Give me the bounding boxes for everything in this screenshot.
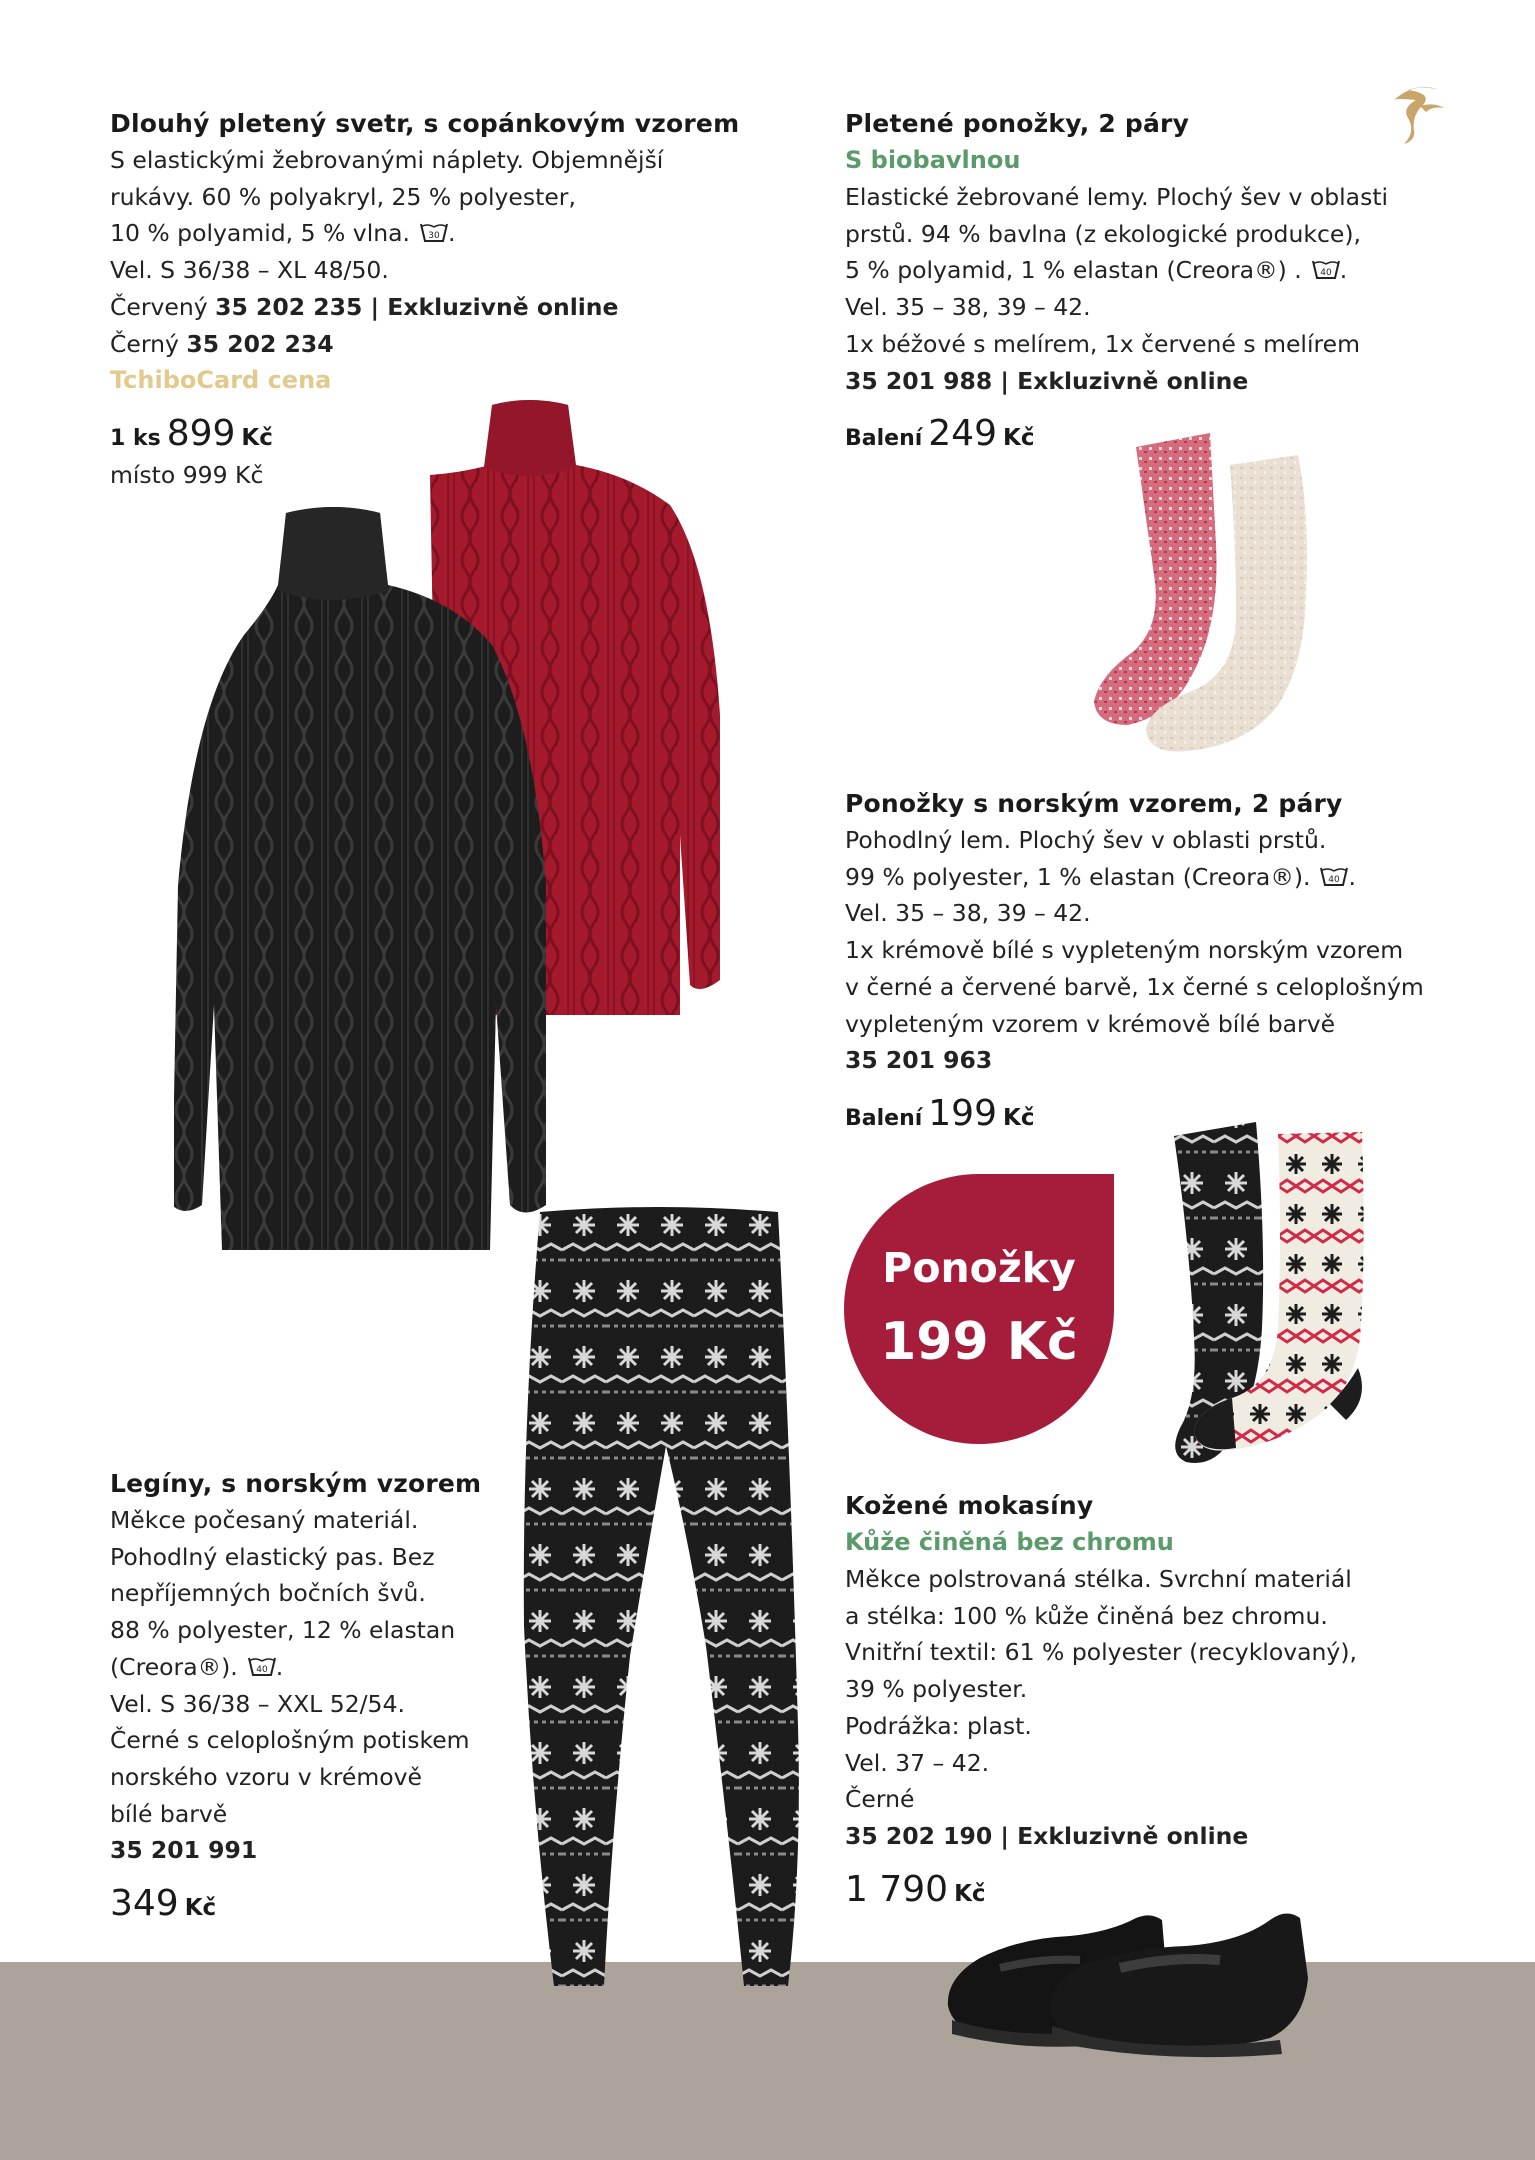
leggings-title: Legíny, s norským vzorem <box>110 1469 482 1498</box>
loafers-color: Černé <box>845 1785 915 1814</box>
brand-logo <box>1386 78 1452 150</box>
nordic-socks-block <box>845 785 1424 1145</box>
price-value: 349 <box>110 1883 179 1925</box>
price-value: 899 <box>166 413 236 455</box>
sweater-old-price: místo 999 Kč <box>110 461 264 490</box>
nordic-socks-title: Ponožky s norským vzorem, 2 páry <box>845 789 1343 818</box>
red-label: Červený <box>110 292 216 321</box>
nordic-socks-sizes: Vel. 35 – 38, 39 – 42. <box>845 899 1091 928</box>
sweater-title: Dlouhý pletený svetr, s copánkovým vzorem <box>110 109 740 138</box>
loafers-block <box>845 1487 1357 1921</box>
leggings-code: 35 201 991 <box>110 1836 258 1865</box>
red-code: 35 202 235 | Exkluzivně online <box>215 292 619 321</box>
price-value: 199 <box>928 1092 997 1134</box>
leggings-desc-1: Měkce počesaný materiál. <box>110 1506 419 1534</box>
loafers-sizes: Vel. 37 – 42. <box>845 1748 990 1777</box>
loafers-desc-3: Vnitřní textil: 61 % polyester (recyklovaný), <box>845 1638 1357 1667</box>
nordic-socks-desc-6: vypleteným vzorem v krémově bílé barvě <box>845 1009 1336 1038</box>
leggings-price <box>110 1879 481 1935</box>
loafers-title: Kožené mokasíny <box>845 1491 1094 1520</box>
leggings-block <box>110 1465 481 1935</box>
wash-icon <box>420 221 448 243</box>
nordic-socks-code: 35 201 963 <box>845 1046 993 1075</box>
leggings-creora: (Creora®). <box>110 1652 238 1681</box>
wash-temp: 30 <box>428 231 440 242</box>
loafers-desc-2: a stélka: 100 % kůže činěná bez chromu. <box>845 1601 1328 1630</box>
wash-icon <box>1320 865 1348 887</box>
price-badge <box>844 1174 1114 1444</box>
sweater-desc-2: rukávy. 60 % polyakryl, 25 % polyester, <box>110 182 576 211</box>
badge-price: 199 Kč <box>880 1312 1078 1372</box>
price-currency: Kč <box>241 425 273 452</box>
leggings-desc-3: nepříjemných bočních švů. <box>110 1579 426 1608</box>
nordic-socks-desc-2: 99 % polyester, 1 % elastan (Creora®). 40 . <box>845 862 1356 891</box>
badge-label: Ponožky <box>882 1244 1076 1292</box>
price-value: 1 790 <box>845 1868 949 1910</box>
price-currency: Kč <box>184 1895 217 1922</box>
wash-temp: 40 <box>256 1664 268 1675</box>
wash-temp: 40 <box>1328 874 1341 885</box>
loafers-code: 35 202 190 | Exkluzivně online <box>845 1821 1249 1850</box>
sweater-material: 10 % polyamid, 5 % vlna. <box>110 219 411 248</box>
price-value: 249 <box>928 413 997 455</box>
organic-socks-sizes: Vel. 35 – 38, 39 – 42. <box>845 293 1091 322</box>
black-label: Černý <box>110 329 187 358</box>
price-unit: Balení <box>845 426 923 452</box>
nordic-socks-desc-4: 1x krémově bílé s vypleteným norským vzorem <box>845 936 1404 965</box>
nordic-socks-material: 99 % polyester, 1 % elastan (Creora®). <box>845 862 1311 891</box>
leggings-desc-2: Pohodlný elastický pas. Bez <box>110 1542 435 1571</box>
leggings-desc-7: Černé s celoplošným potiskem <box>110 1726 470 1755</box>
loafers-desc-4: 39 % polyester. <box>845 1675 1028 1704</box>
loafers-desc-1: Měkce polstrovaná stélka. Svrchní materiál <box>845 1565 1352 1593</box>
sweater-sizes: Vel. S 36/38 – XL 48/50. <box>110 256 389 285</box>
leggings-image <box>518 1206 800 1992</box>
sweater-desc-1: S elastickými žebrovanými náplety. Objemnější <box>110 146 664 174</box>
leggings-desc-4: 88 % polyester, 12 % elastan <box>110 1616 456 1645</box>
organic-socks-block <box>845 105 1388 465</box>
loafers-desc-5: Podrážka: plast. <box>845 1711 1032 1740</box>
black-code: 35 202 234 <box>186 329 334 358</box>
leggings-desc-9: bílé barvě <box>110 1799 228 1828</box>
organic-socks-image <box>1088 425 1333 755</box>
sweater-red <box>110 289 739 326</box>
organic-socks-code: 35 201 988 | Exkluzivně online <box>845 366 1249 395</box>
leggings-sizes: Vel. S 36/38 – XXL 52/54. <box>110 1689 405 1718</box>
price-currency: Kč <box>1003 425 1035 452</box>
black-sweater-image <box>174 505 579 1260</box>
organic-socks-desc-1: Elastické žebrované lemy. Plochý šev v oblasti <box>845 183 1389 211</box>
nordic-socks-desc-5: v černé a červené barvě, 1x černé s celoplošným <box>845 972 1424 1001</box>
organic-socks-desc-2: prstů. 94 % bavlna (z ekologické produkce), <box>845 219 1361 248</box>
organic-socks-material: 5 % polyamid, 1 % elastan (Creora®) . <box>845 256 1302 285</box>
wash-temp: 40 <box>1319 268 1332 279</box>
price-unit: 1 ks <box>110 426 161 452</box>
loafers-image <box>940 1888 1370 2058</box>
organic-socks-subtitle: S biobavlnou <box>845 146 1021 174</box>
price-currency: Kč <box>954 1880 986 1907</box>
tchibocard-label: TchiboCard cena <box>110 366 332 395</box>
nordic-socks-image <box>1170 1098 1385 1470</box>
price-unit: Balení <box>845 1105 923 1131</box>
leggings-desc-5: (Creora®). 40 . <box>110 1652 284 1681</box>
leggings-desc-8: norského vzoru v krémově <box>110 1762 423 1791</box>
price-currency: Kč <box>1003 1104 1035 1131</box>
organic-socks-desc-3: 5 % polyamid, 1 % elastan (Creora®) . 40 . <box>845 256 1348 285</box>
organic-socks-colors: 1x béžové s melírem, 1x červené s melírem <box>845 329 1360 358</box>
sweater-desc-3: 10 % polyamid, 5 % vlna. 30 . <box>110 219 456 248</box>
sweater-black <box>110 326 739 363</box>
wash-icon <box>1312 258 1340 280</box>
organic-socks-title: Pletené ponožky, 2 páry <box>845 109 1190 138</box>
loafers-subtitle: Kůže činěná bez chromu <box>845 1528 1174 1556</box>
nordic-socks-desc-1: Pohodlný lem. Plochý šev v oblasti prstů. <box>845 826 1327 854</box>
wash-icon <box>248 1655 276 1677</box>
